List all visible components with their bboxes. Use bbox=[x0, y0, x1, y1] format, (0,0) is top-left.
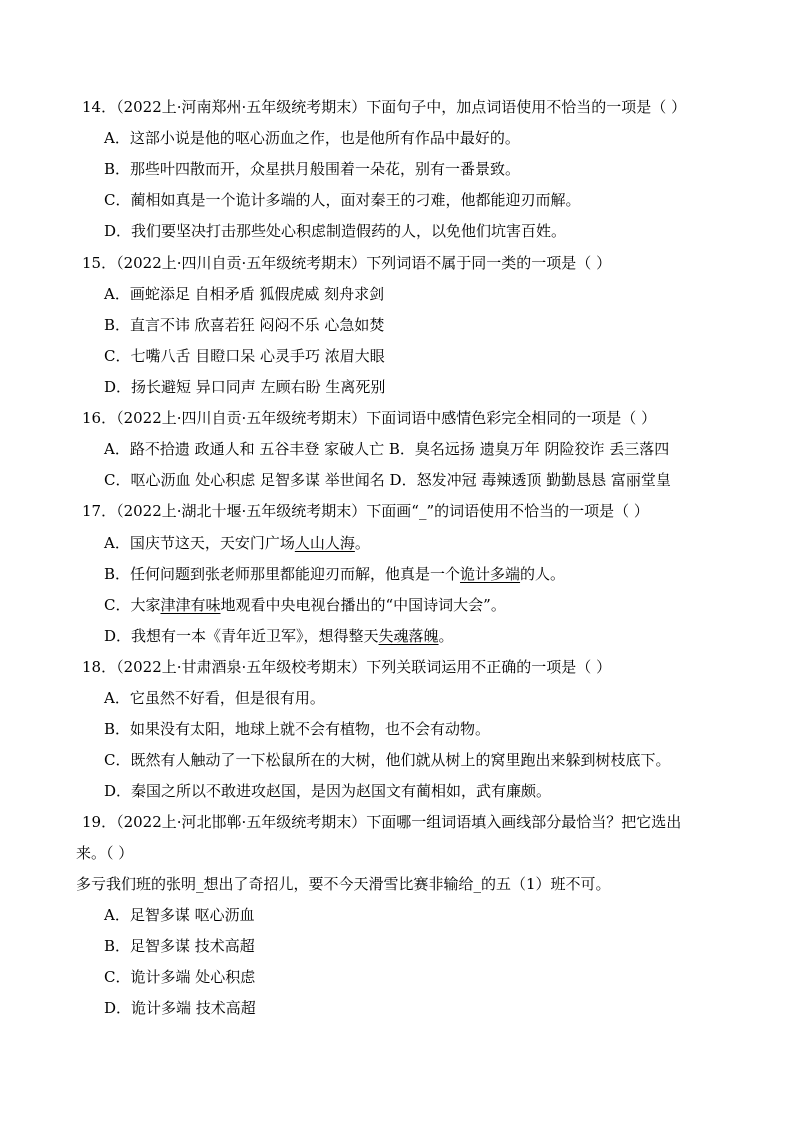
question-18-stem: 18．（2022上·甘肃酒泉·五年级校考期末）下列关联词运用不正确的一项是（ ） bbox=[82, 658, 612, 676]
question-15-option-a: A．画蛇添足 自相矛盾 狐假虎威 刻舟求剑 bbox=[104, 285, 385, 303]
question-15-option-c: C．七嘴八舌 目瞪口呆 心灵手巧 浓眉大眼 bbox=[104, 347, 385, 365]
question-19-stem: 19．（2022上·河北邯郸·五年级统考期末）下面哪一组词语填入画线部分最恰当？把它选出 bbox=[82, 813, 682, 831]
question-17-option-b: B．任何问题到张老师那里都能迎刃而解，他真是一个诡计多端的人。 bbox=[104, 565, 566, 583]
question-16-stem: 16．（2022上·四川自贡·五年级统考期末）下面词语中感情色彩完全相同的一项是（ ） bbox=[82, 409, 657, 427]
question-19-option-b: B．足智多谋 技术高超 bbox=[104, 937, 255, 955]
question-17-stem: 17．（2022上·湖北十堰·五年级统考期末）下面画“_”的词语使用不恰当的一项是（ ） bbox=[82, 502, 649, 520]
question-14-option-c: C．蔺相如真是一个诡计多端的人，面对秦王的刁难，他都能迎刃而解。 bbox=[104, 191, 581, 209]
question-15-option-d: D．扬长避短 异口同声 左顾右盼 生离死别 bbox=[104, 378, 386, 396]
question-19-option-c: C．诡计多端 处心积虑 bbox=[104, 968, 256, 986]
question-19-option-a: A．足智多谋 呕心沥血 bbox=[104, 906, 255, 924]
question-15-option-b: B．直言不讳 欣喜若狂 闷闷不乐 心急如焚 bbox=[104, 316, 385, 334]
underlined-phrase: 失魂落魄 bbox=[378, 627, 439, 645]
question-19-stem-continued: 来。（ ） bbox=[76, 844, 134, 862]
underlined-phrase: 人山人海 bbox=[294, 534, 355, 552]
question-18-option-b: B．如果没有太阳，地球上就不会有植物，也不会有动物。 bbox=[104, 720, 491, 738]
question-17-option-d: D．我想有一本《青年近卫军》，想得整天失魂落魄。 bbox=[104, 627, 454, 645]
question-16-option-ab: A．路不拾遗 政通人和 五谷丰登 家破人亡 B．臭名远扬 遗臭万年 阴险狡诈 丢三落四 bbox=[104, 440, 670, 458]
underlined-phrase: 诡计多端 bbox=[460, 565, 521, 583]
question-14-option-b: B．那些叶四散而开，众星拱月般围着一朵花，别有一番景致。 bbox=[104, 160, 521, 178]
question-18-option-d: D．秦国之所以不敢进攻赵国，是因为赵国文有蔺相如，武有廉颇。 bbox=[104, 782, 552, 800]
question-15-stem: 15．（2022上·四川自贡·五年级统考期末）下列词语不属于同一类的一项是（ ） bbox=[82, 254, 612, 272]
underlined-phrase: 津津有味 bbox=[160, 596, 221, 614]
question-19-context: 多亏我们班的张明_想出了奇招儿，要不今天滑雪比赛非输给_的五（1）班不可。 bbox=[76, 875, 611, 893]
question-16-option-cd: C．呕心沥血 处心积虑 足智多谋 举世闻名 D．怒发冲冠 毒辣透顶 勤勤恳恳 富丽堂皇 bbox=[104, 471, 671, 489]
question-17-option-a: A．国庆节这天，天安门广场人山人海。 bbox=[104, 534, 370, 552]
question-17-option-c: C．大家津津有味地观看中央电视台播出的“中国诗词大会”。 bbox=[104, 596, 506, 614]
question-14-option-a: A．这部小说是他的呕心沥血之作，也是他所有作品中最好的。 bbox=[104, 129, 520, 147]
question-18-option-a: A．它虽然不好看，但是很有用。 bbox=[104, 689, 325, 707]
question-14-stem: 14．（2022上·河南郑州·五年级统考期末）下面句子中，加点词语使用不恰当的一项是（ ） bbox=[82, 98, 687, 116]
question-14-option-d: D．我们要坚决打击那些处心积虑制造假药的人，以免他们坑害百姓。 bbox=[104, 222, 567, 240]
question-18-option-c: C．既然有人触动了一下松鼠所在的大树，他们就从树上的窝里跑出来躲到树枝底下。 bbox=[104, 751, 671, 769]
question-19-option-d: D．诡计多端 技术高超 bbox=[104, 999, 256, 1017]
